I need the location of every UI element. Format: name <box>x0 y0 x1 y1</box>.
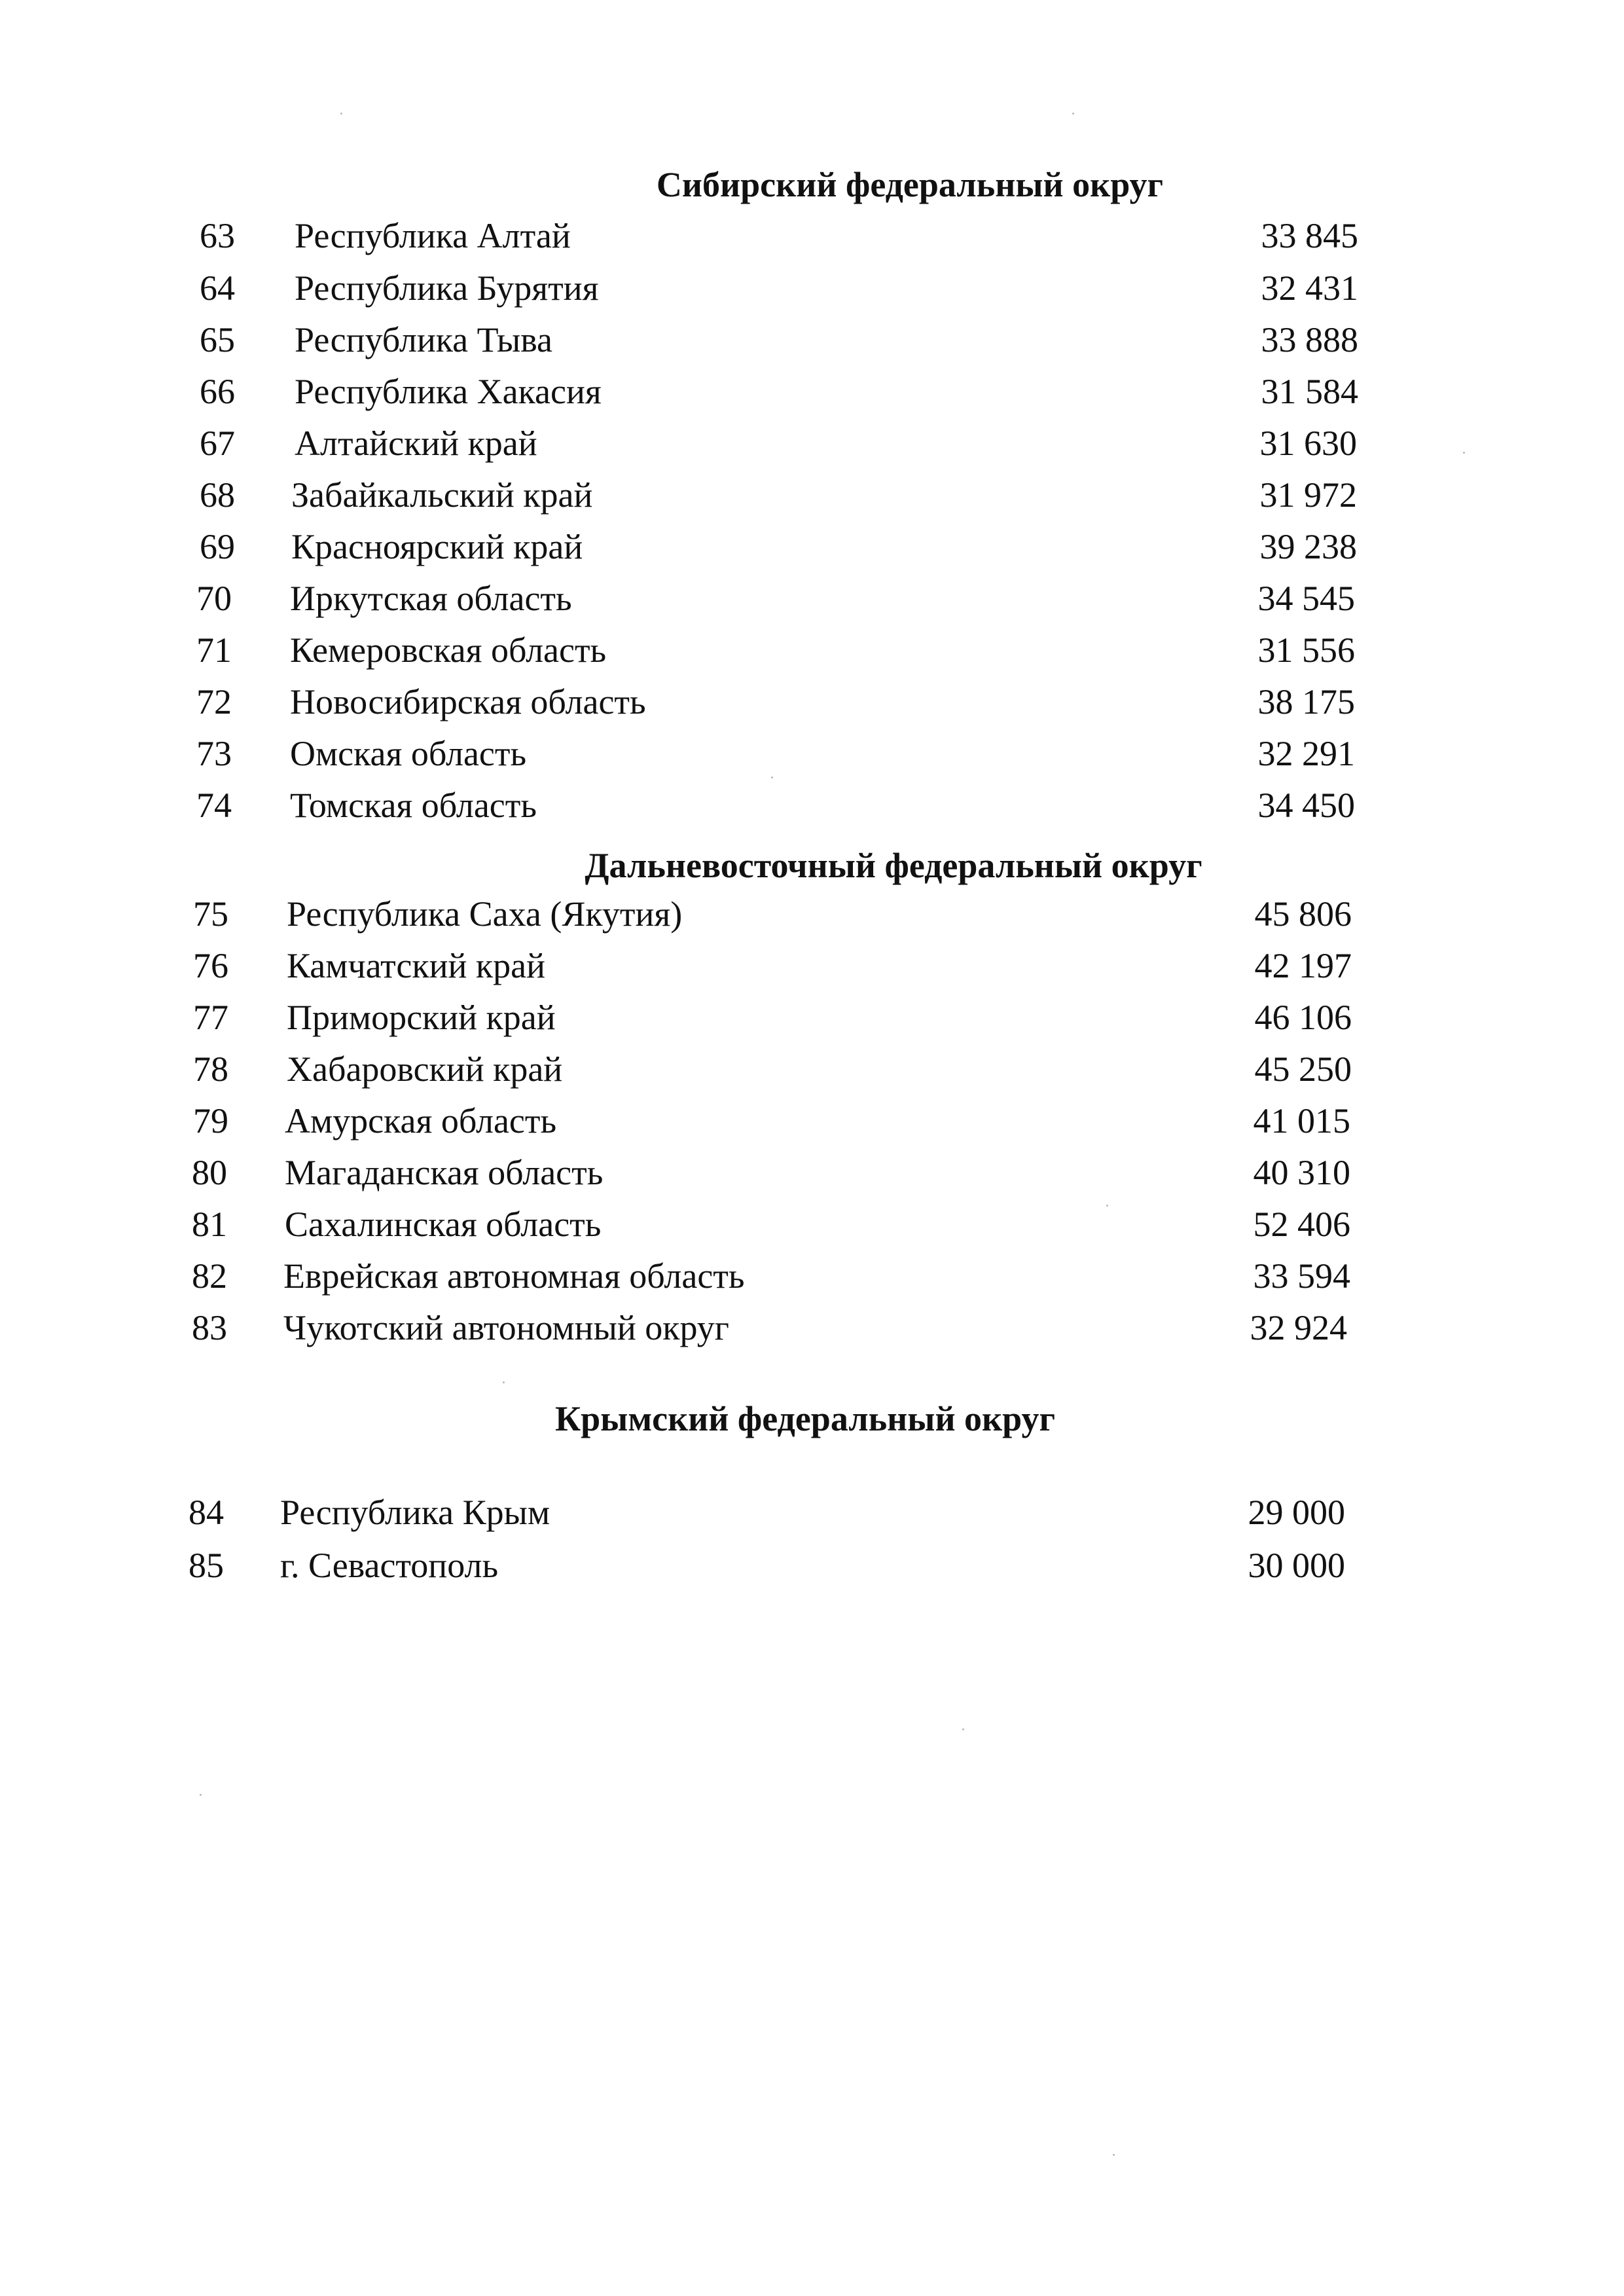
region-value: 40 310 <box>1253 1153 1350 1192</box>
row-number: 81 <box>192 1205 227 1244</box>
region-value: 29 000 <box>1248 1493 1345 1532</box>
region-name: Республика Бурятия <box>295 268 599 308</box>
scan-speck <box>771 776 773 778</box>
region-name: Забайкальский край <box>291 475 593 515</box>
region-name: Хабаровский край <box>287 1049 563 1089</box>
region-value: 30 000 <box>1248 1546 1345 1585</box>
row-number: 71 <box>196 630 232 670</box>
table-row <box>192 1253 1357 1299</box>
row-number: 70 <box>196 579 232 618</box>
region-name: Республика Хакасия <box>295 372 602 411</box>
table-row <box>193 891 1358 937</box>
row-number: 83 <box>192 1308 227 1347</box>
region-value: 32 924 <box>1250 1308 1347 1347</box>
region-name: Магаданская область <box>285 1153 604 1192</box>
table-row <box>192 1150 1357 1195</box>
scan-speck <box>962 1728 964 1730</box>
region-name: г. Севастополь <box>280 1546 499 1585</box>
row-number: 72 <box>196 682 232 721</box>
row-number: 80 <box>192 1153 227 1192</box>
table-row <box>189 1542 1354 1588</box>
section-title-far-east: Дальневосточный федеральный округ <box>585 846 1202 885</box>
region-value: 31 556 <box>1257 630 1355 670</box>
region-value: 52 406 <box>1253 1205 1350 1244</box>
region-value: 31 584 <box>1261 372 1358 411</box>
table-row <box>196 575 1362 621</box>
table-row <box>196 627 1362 673</box>
row-number: 78 <box>193 1049 228 1089</box>
scan-speck <box>1463 452 1465 454</box>
region-name: Сахалинская область <box>285 1205 602 1244</box>
table-row <box>189 1489 1354 1535</box>
region-name: Иркутская область <box>290 579 572 618</box>
table-row <box>200 265 1365 311</box>
region-name: Республика Алтай <box>295 216 571 255</box>
row-number: 64 <box>200 268 235 308</box>
row-number: 76 <box>193 946 228 985</box>
region-value: 33 594 <box>1253 1256 1350 1296</box>
row-number: 79 <box>193 1101 228 1140</box>
row-number: 65 <box>200 320 235 359</box>
region-name: Кемеровская область <box>290 630 607 670</box>
row-number: 85 <box>189 1546 224 1585</box>
row-number: 69 <box>200 527 235 566</box>
row-number: 63 <box>200 216 235 255</box>
region-value: 33 888 <box>1261 320 1358 359</box>
row-number: 75 <box>193 894 228 934</box>
table-row <box>196 679 1362 725</box>
region-name: Чукотский автономный округ <box>283 1308 729 1347</box>
table-row <box>192 1201 1357 1247</box>
region-value: 45 806 <box>1254 894 1352 934</box>
region-name: Новосибирская область <box>290 682 646 721</box>
region-value: 45 250 <box>1254 1049 1352 1089</box>
region-value: 42 197 <box>1254 946 1352 985</box>
table-row <box>193 994 1358 1040</box>
scan-speck <box>1113 2154 1115 2156</box>
region-value: 32 291 <box>1257 734 1355 773</box>
scan-speck <box>1072 113 1074 115</box>
region-name: Приморский край <box>287 998 556 1037</box>
table-row <box>200 472 1365 518</box>
table-row <box>200 524 1365 570</box>
row-number: 82 <box>192 1256 227 1296</box>
row-number: 68 <box>200 475 235 515</box>
region-value: 31 630 <box>1259 424 1357 463</box>
table-row <box>196 782 1362 828</box>
table-row <box>196 731 1362 776</box>
region-value: 46 106 <box>1254 998 1352 1037</box>
region-name: Республика Саха (Якутия) <box>287 894 683 934</box>
table-row <box>200 213 1365 259</box>
scan-speck <box>200 1794 202 1796</box>
row-number: 73 <box>196 734 232 773</box>
scan-speck <box>503 1381 505 1383</box>
scan-speck <box>1106 1205 1108 1207</box>
region-value: 41 015 <box>1253 1101 1350 1140</box>
region-value: 39 238 <box>1259 527 1357 566</box>
table-row <box>193 1098 1358 1144</box>
row-number: 77 <box>193 998 228 1037</box>
region-name: Республика Тыва <box>295 320 552 359</box>
region-name: Камчатский край <box>287 946 546 985</box>
section-title-siberian: Сибирский федеральный округ <box>656 165 1164 204</box>
region-value: 32 431 <box>1261 268 1358 308</box>
region-name: Омская область <box>290 734 527 773</box>
region-value: 33 845 <box>1261 216 1358 255</box>
table-row <box>192 1305 1357 1351</box>
table-row <box>193 943 1358 989</box>
row-number: 67 <box>200 424 235 463</box>
region-value: 34 450 <box>1257 786 1355 825</box>
table-row <box>200 369 1365 414</box>
row-number: 74 <box>196 786 232 825</box>
row-number: 66 <box>200 372 235 411</box>
region-value: 31 972 <box>1259 475 1357 515</box>
region-name: Амурская область <box>285 1101 557 1140</box>
table-row <box>200 420 1365 466</box>
table-row <box>193 1046 1358 1092</box>
region-name: Еврейская автономная область <box>283 1256 745 1296</box>
region-name: Томская область <box>290 786 537 825</box>
region-value: 38 175 <box>1257 682 1355 721</box>
region-value: 34 545 <box>1257 579 1355 618</box>
section-title-crimea: Крымский федеральный округ <box>554 1399 1056 1438</box>
row-number: 84 <box>189 1493 224 1532</box>
scan-speck <box>340 113 342 115</box>
region-name: Алтайский край <box>295 424 537 463</box>
table-row <box>200 317 1365 363</box>
region-name: Республика Крым <box>280 1493 550 1532</box>
region-name: Красноярский край <box>291 527 583 566</box>
